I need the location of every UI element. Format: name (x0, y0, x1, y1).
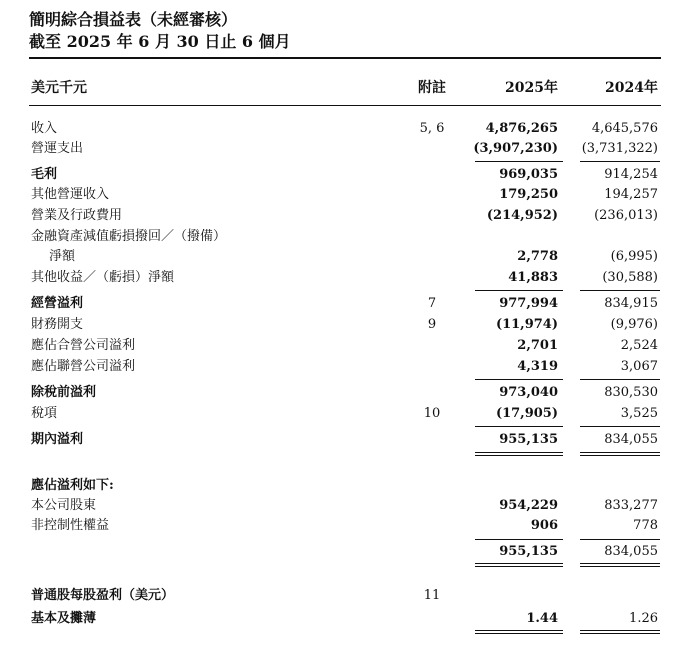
row-value-2025: 179,250 (499, 187, 558, 202)
subtotal-rule-2025 (475, 539, 563, 540)
row-value-2025: (11,974) (495, 317, 558, 332)
table-row-operating-profit (0, 294, 693, 314)
table-row-gross-profit (0, 165, 693, 185)
subtotal-rule-2025 (475, 379, 563, 380)
row-value-2025: (214,952) (486, 208, 558, 223)
year-2025-header: 2025年 (505, 80, 558, 96)
row-value-2025: 1.44 (526, 611, 558, 626)
table-row-profit-for-period (0, 430, 693, 450)
row-value-2025: 955,135 (499, 544, 558, 559)
row-value-2024: 3,525 (620, 406, 658, 421)
row-label: 財務開支 (31, 317, 84, 332)
row-value-2024: 2,524 (620, 338, 658, 353)
table-row-joint-ventures (0, 336, 693, 356)
row-value-2025: (3,907,230) (473, 141, 558, 156)
total-rule-2025-double (475, 455, 563, 456)
table-row-non-controlling (0, 516, 693, 536)
statement-title: 簡明綜合損益表（未經審核） (29, 10, 238, 29)
row-label: 其他營運收入 (31, 187, 110, 202)
table-row-revenue (0, 119, 693, 139)
unit-label: 美元千元 (31, 80, 87, 96)
row-value-2025: 906 (530, 518, 558, 533)
table-row-tax (0, 404, 693, 424)
row-value-2025: 2,701 (517, 338, 558, 353)
row-value-2024: (30,588) (602, 270, 658, 285)
total-rule-2024 (580, 630, 660, 631)
subtotal-rule-2025 (475, 426, 563, 427)
row-value-2024: 4,645,576 (591, 121, 658, 136)
table-row-shareholders (0, 496, 693, 516)
total-rule-2025 (475, 452, 563, 453)
subtotal-rule-2024 (580, 161, 660, 162)
row-label: 普通股每股盈利（美元） (31, 588, 175, 603)
row-value-2024: 834,915 (604, 296, 658, 311)
row-note: 7 (427, 296, 437, 311)
row-value-2024: (6,995) (610, 249, 658, 264)
table-row-other-gains (0, 268, 693, 288)
row-label: 淨額 (49, 249, 76, 264)
row-value-2024: 194,257 (604, 187, 658, 202)
row-label: 應佔合營公司溢利 (31, 338, 136, 353)
row-label: 金融資產減值虧損撥回／（撥備） (31, 229, 227, 244)
row-label: 收入 (31, 121, 58, 136)
title-rule (29, 57, 661, 59)
total-rule-2024 (580, 563, 660, 564)
table-row-associates (0, 357, 693, 377)
subtotal-rule-2025 (475, 290, 563, 291)
total-rule-2025 (475, 630, 563, 631)
subtotal-rule-2024 (580, 539, 660, 540)
row-value-2024: (3,731,322) (581, 141, 658, 156)
table-row-attributable-heading (0, 476, 693, 496)
row-value-2025: 2,778 (517, 249, 558, 264)
total-rule-2024-double (580, 455, 660, 456)
table-row-attributable-total (0, 542, 693, 562)
total-rule-2024-double (580, 566, 660, 567)
row-note: 9 (427, 317, 437, 332)
row-value-2024: 833,277 (604, 498, 658, 513)
table-row-cost-of-operations (0, 139, 693, 159)
note-header: 附註 (418, 80, 446, 96)
subtotal-rule-2024 (580, 426, 660, 427)
row-label: 經營溢利 (31, 296, 84, 311)
row-value-2024: 1.26 (629, 611, 658, 626)
year-2024-header: 2024年 (605, 80, 658, 96)
row-value-2024: 834,055 (604, 544, 658, 559)
row-value-2025: 969,035 (499, 167, 558, 182)
row-value-2024: (236,013) (594, 208, 658, 223)
row-value-2024: (9,976) (610, 317, 658, 332)
row-value-2024: 830,530 (604, 385, 658, 400)
table-row-finance-costs (0, 315, 693, 335)
table-row-impairment-heading (0, 227, 693, 247)
row-label: 基本及攤薄 (31, 611, 97, 626)
total-rule-2024 (580, 452, 660, 453)
total-rule-2024-double (580, 633, 660, 634)
table-row-other-operating-income (0, 185, 693, 205)
row-value-2025: 4,319 (517, 359, 558, 374)
row-note: 5, 6 (419, 121, 445, 136)
row-label: 除稅前溢利 (31, 385, 97, 400)
total-rule-2025-double (475, 566, 563, 567)
row-label: 應佔聯營公司溢利 (31, 359, 136, 374)
row-label: 期內溢利 (31, 432, 84, 447)
table-row-admin-expenses (0, 206, 693, 226)
column-header (0, 78, 693, 98)
row-value-2025: 41,883 (508, 270, 558, 285)
row-label: 稅項 (31, 406, 58, 421)
row-label: 營運支出 (31, 141, 84, 156)
statement-period: 截至 2025 年 6 月 30 日止 6 個月 (29, 32, 291, 51)
row-value-2024: 778 (633, 518, 658, 533)
row-value-2025: 955,135 (499, 432, 558, 447)
row-value-2024: 3,067 (620, 359, 658, 374)
row-label: 營業及行政費用 (31, 208, 123, 223)
total-rule-2025-double (475, 633, 563, 634)
header-rule (29, 105, 661, 106)
row-label: 其他收益／（虧損）淨額 (31, 270, 175, 285)
row-label: 本公司股東 (31, 498, 97, 513)
row-value-2025: 4,876,265 (485, 121, 558, 136)
row-value-2025: 977,994 (499, 296, 558, 311)
row-value-2024: 914,254 (604, 167, 658, 182)
row-value-2025: (17,905) (495, 406, 558, 421)
row-value-2025: 973,040 (499, 385, 558, 400)
row-value-2025: 954,229 (499, 498, 558, 513)
table-row-profit-before-tax (0, 383, 693, 403)
table-row-eps-heading (0, 586, 693, 606)
subtotal-rule-2024 (580, 379, 660, 380)
table-row-eps-basic-diluted (0, 609, 693, 629)
subtotal-rule-2025 (475, 161, 563, 162)
table-row-impairment-net (0, 247, 693, 267)
row-note: 10 (423, 406, 441, 421)
row-value-2024: 834,055 (604, 432, 658, 447)
subtotal-rule-2024 (580, 290, 660, 291)
row-label: 非控制性權益 (31, 518, 110, 533)
row-label: 毛利 (31, 167, 58, 182)
row-label: 應佔溢利如下: (31, 478, 114, 493)
row-note: 11 (423, 588, 441, 603)
total-rule-2025 (475, 563, 563, 564)
